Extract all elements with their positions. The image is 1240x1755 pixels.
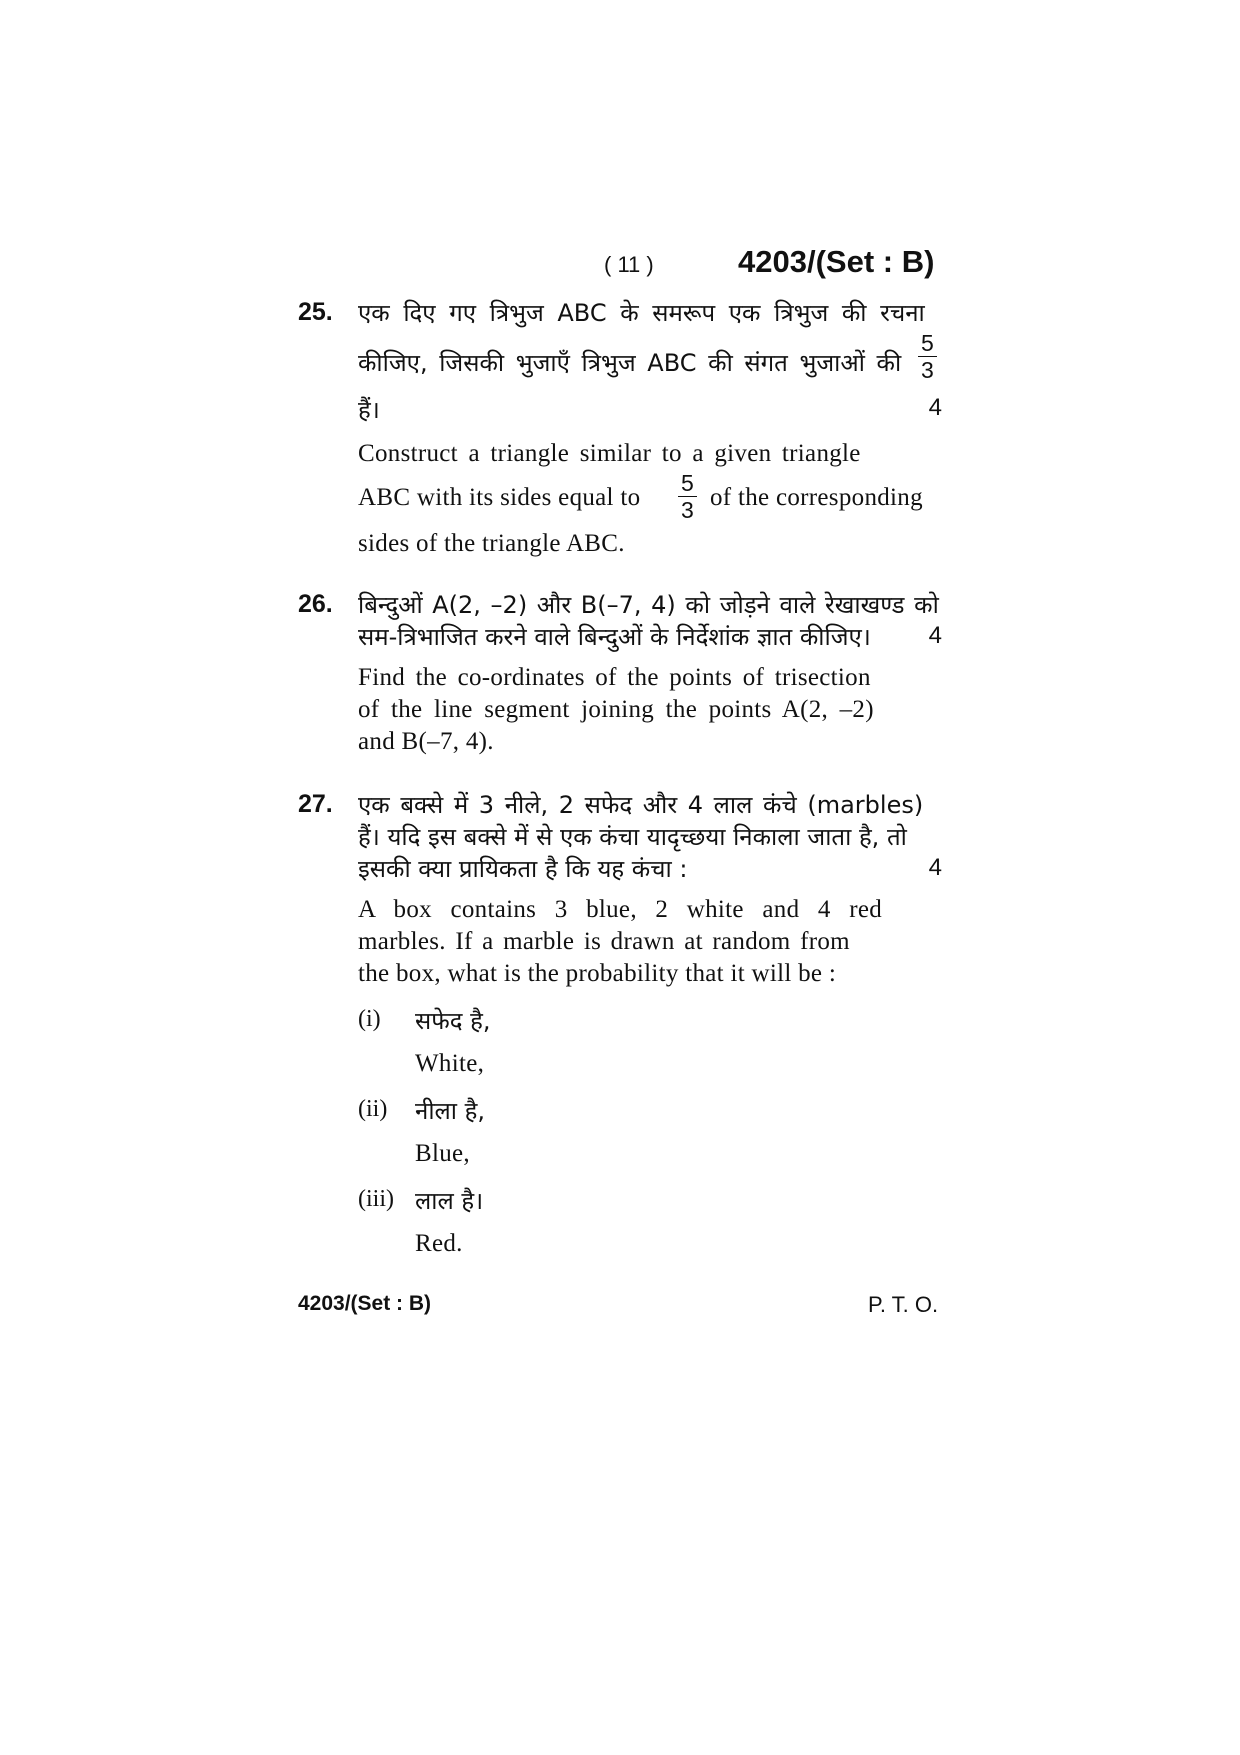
paper-code-footer: 4203/(Set : B) [298, 1292, 432, 1315]
question-hindi-line: हैं। [358, 396, 380, 424]
question-english-line: the box, what is the probability that it will be : [358, 960, 837, 987]
question-english-line: sides of the triangle ABC. [358, 530, 625, 557]
question-english-line: of the corresponding [710, 484, 923, 511]
part-label: (ii) [358, 1096, 388, 1122]
question-hindi-line: सम-त्रिभाजित करने वाले बिन्दुओं के निर्देशांक ज्ञात कीजिए। [358, 623, 871, 651]
question-number: 26. [298, 590, 333, 618]
question-hindi-line: कीजिए, जिसकी भुजाएँ त्रिभुज ABC की संगत भुजाओं की [358, 349, 902, 377]
marks: 4 [928, 622, 942, 649]
question-english-line: and B(–7, 4). [358, 728, 494, 755]
fraction-denominator: 3 [921, 357, 934, 383]
question-hindi-line: बिन्दुओं A(2, –2) और B(–7, 4) को जोड़ने वाले रेखाखण्ड को [358, 591, 939, 619]
question-english-line: ABC with its sides equal to [358, 484, 641, 511]
question-english-line: marbles. If a marble is drawn at random from [358, 928, 850, 955]
fraction-numerator: 5 [918, 330, 937, 357]
fraction-five-thirds [918, 330, 937, 383]
part-english: Red. [415, 1230, 463, 1257]
part-label: (iii) [358, 1186, 394, 1212]
question-number: 25. [298, 298, 333, 326]
fraction-five-thirds [678, 470, 697, 523]
question-english-line: Construct a triangle similar to a given triangle [358, 440, 861, 467]
marks: 4 [928, 394, 942, 421]
part-hindi: सफेद है, [415, 1007, 491, 1035]
question-hindi-line: इसकी क्या प्रायिकता है कि यह कंचा : [358, 855, 688, 883]
part-label: (i) [358, 1006, 381, 1032]
fraction-denominator: 3 [681, 497, 694, 523]
question-english-line: Find the co-ordinates of the points of trisection [358, 664, 871, 691]
marks: 4 [928, 854, 942, 881]
part-english: Blue, [415, 1140, 470, 1167]
page-number: ( 11 ) [604, 252, 654, 277]
part-english: White, [415, 1050, 485, 1077]
paper-code-header: 4203/(Set : B) [738, 244, 935, 279]
question-english-line: A box contains 3 blue, 2 white and 4 red [358, 896, 883, 923]
question-english-line: of the line segment joining the points A(2, –2) [358, 696, 874, 723]
please-turn-over: P. T. O. [868, 1292, 939, 1317]
question-hindi-line: एक बक्से में 3 नीले, 2 सफेद और 4 लाल कंचे (marbles) [358, 791, 924, 819]
question-hindi-line: एक दिए गए त्रिभुज ABC के समरूप एक त्रिभुज की रचना [358, 299, 925, 327]
question-hindi-line: हैं। यदि इस बक्से में से एक कंचा यादृच्छया निकाला जाता है, तो [358, 823, 907, 851]
part-hindi: नीला है, [415, 1097, 486, 1125]
part-hindi: लाल है। [415, 1187, 484, 1215]
fraction-numerator: 5 [678, 470, 697, 497]
question-number: 27. [298, 790, 333, 818]
